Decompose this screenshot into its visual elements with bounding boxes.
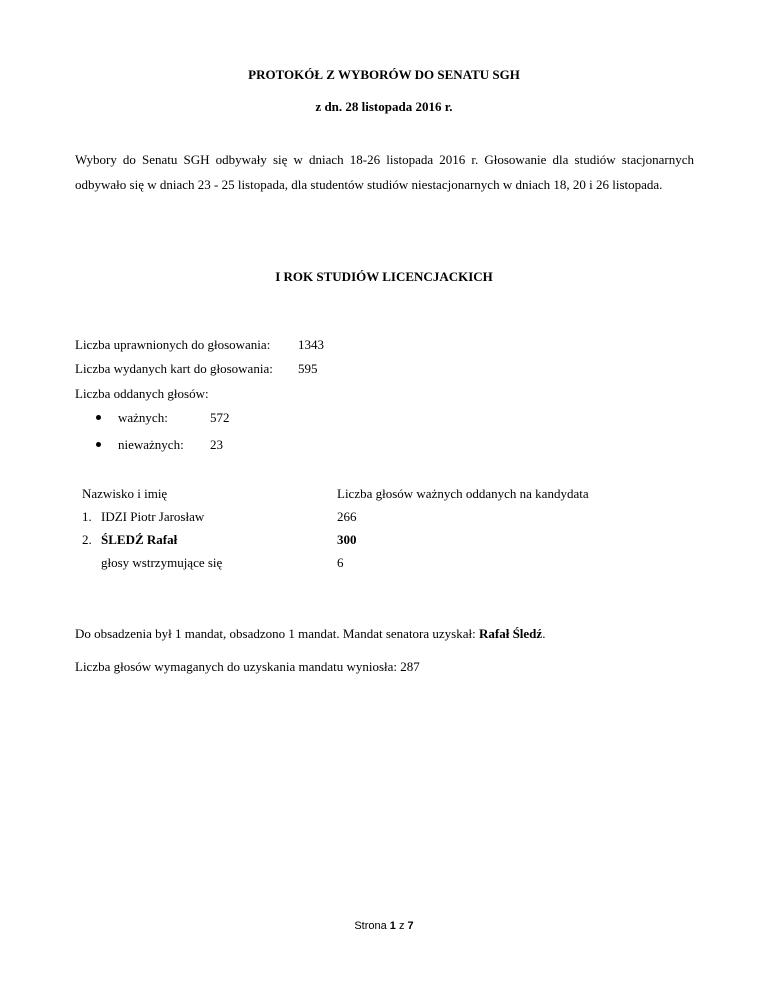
candidate-votes: 300 — [337, 532, 357, 547]
bullet-icon — [96, 442, 101, 447]
candidate-votes: 266 — [337, 509, 357, 524]
invalid-label: nieważnych: — [118, 437, 184, 452]
footer-separator: z — [398, 920, 405, 932]
row-number: 1. — [82, 509, 92, 524]
winner-name: Rafał Śledź — [478, 626, 543, 641]
document-title: PROTOKÓŁ Z WYBORÓW DO SENATU SGH — [248, 67, 520, 82]
footer-total-pages: 7 — [407, 920, 414, 932]
candidate-name: ŚLEDŹ Rafał — [101, 532, 178, 547]
row-number: 2. — [82, 532, 92, 547]
valid-label: ważnych: — [118, 410, 168, 425]
footer-page-number: 1 — [389, 920, 396, 932]
mandate-period: . — [542, 626, 546, 641]
document-date: z dn. 28 listopada 2016 r. — [315, 99, 453, 114]
bullet-icon — [96, 415, 101, 420]
valid-value: 572 — [210, 410, 230, 425]
invalid-value: 23 — [210, 437, 223, 452]
page-footer — [0, 921, 768, 932]
mandate-text: Do obsadzenia był 1 mandat, obsadzono 1 mandat. Mandat senatora uzyskał: — [75, 626, 476, 641]
abstain-label: głosy wstrzymujące się — [101, 555, 223, 570]
issued-label: Liczba wydanych kart do głosowania: — [75, 361, 273, 376]
column-header-name: Nazwisko i imię — [82, 486, 168, 501]
column-header-votes: Liczba głosów ważnych oddanych na kandydata — [337, 486, 589, 501]
mandate-paragraph — [75, 627, 545, 640]
candidate-name: IDZI Piotr Jarosław — [101, 509, 205, 524]
footer-prefix: Strona — [354, 920, 387, 932]
intro-paragraph: Wybory do Senatu SGH odbywały się w dniach 18-26 listopada 2016 r. Głosowanie dla studiów stacjonarnych odbywało się w dniach 23 - 25 listopada, dla studentów studiów niestacjonarnych w dniach 18, 20 i 26 listopada. — [75, 152, 694, 192]
required-votes-text: Liczba głosów wymaganych do uzyskania mandatu wyniosła: 287 — [75, 659, 420, 674]
issued-value: 595 — [298, 361, 318, 376]
abstain-value: 6 — [337, 555, 344, 570]
cast-label: Liczba oddanych głosów: — [75, 386, 209, 401]
section-heading: I ROK STUDIÓW LICENCJACKICH — [275, 269, 493, 284]
eligible-label: Liczba uprawnionych do głosowania: — [75, 337, 271, 352]
eligible-value: 1343 — [298, 337, 324, 352]
